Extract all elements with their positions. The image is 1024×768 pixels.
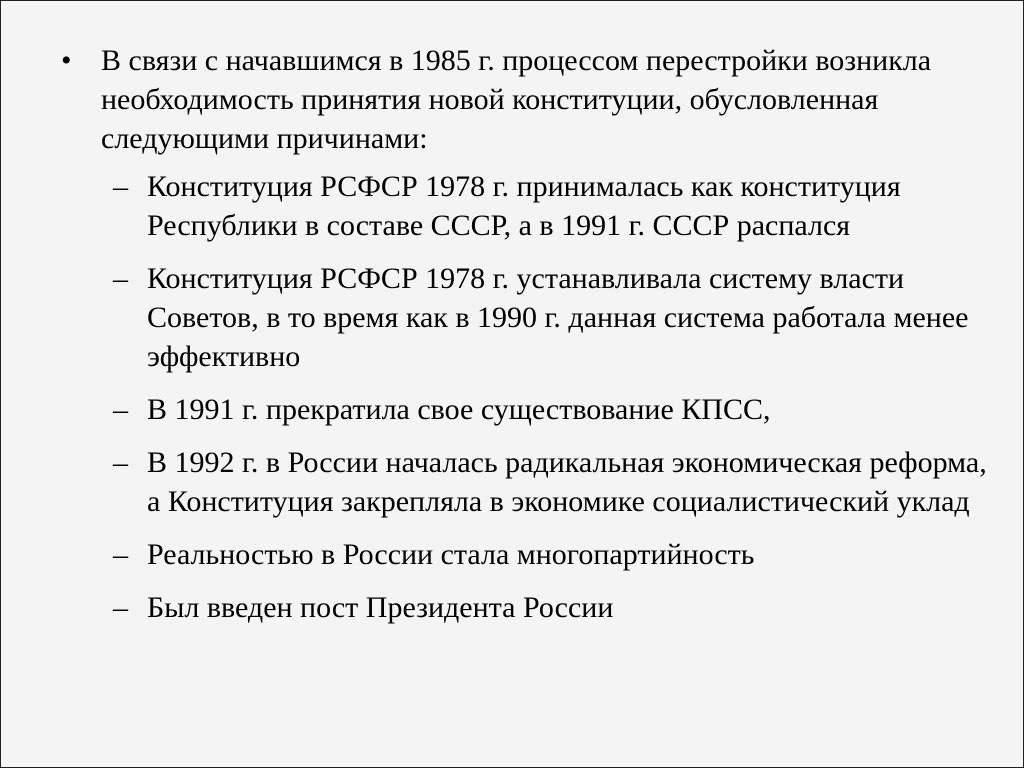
reasons-list bbox=[113, 167, 993, 641]
reason-text: Конституция РСФСР 1978 г. принималась как конституция Республики в составе СССР, а в 1991 г. СССР распался bbox=[147, 170, 901, 242]
reason-item bbox=[113, 588, 993, 627]
dash-marker: – bbox=[113, 446, 128, 479]
reason-text: Конституция РСФСР 1978 г. устанавливала систему власти Советов, в то время как в 1990 г. данная система работала менее эффективно bbox=[147, 262, 969, 373]
reason-item bbox=[113, 535, 993, 574]
reason-text: Был введен пост Президента России bbox=[147, 591, 614, 624]
dash-marker: – bbox=[113, 538, 128, 571]
dash-marker: – bbox=[113, 170, 128, 203]
reason-item bbox=[113, 259, 993, 376]
dash-marker: – bbox=[113, 591, 128, 624]
main-point-text: В связи с начавшимся в 1985 г. процессом перестройки возникла необходимость принятия новой конституции, обусловленная следующими причинами: bbox=[101, 44, 932, 155]
reason-text: В 1992 г. в России началась радикальная экономическая реформа, а Конституция закрепляла в экономике социалистический уклад bbox=[147, 446, 987, 518]
reason-item bbox=[113, 167, 993, 245]
bullet-marker: • bbox=[61, 44, 72, 77]
dash-marker: – bbox=[113, 262, 128, 295]
reason-text: Реальностью в России стала многопартийность bbox=[147, 538, 755, 571]
main-bullet bbox=[61, 41, 961, 158]
reason-item bbox=[113, 390, 993, 429]
reason-item bbox=[113, 443, 993, 521]
reason-text: В 1991 г. прекратила свое существование КПСС, bbox=[147, 393, 771, 426]
dash-marker: – bbox=[113, 393, 128, 426]
